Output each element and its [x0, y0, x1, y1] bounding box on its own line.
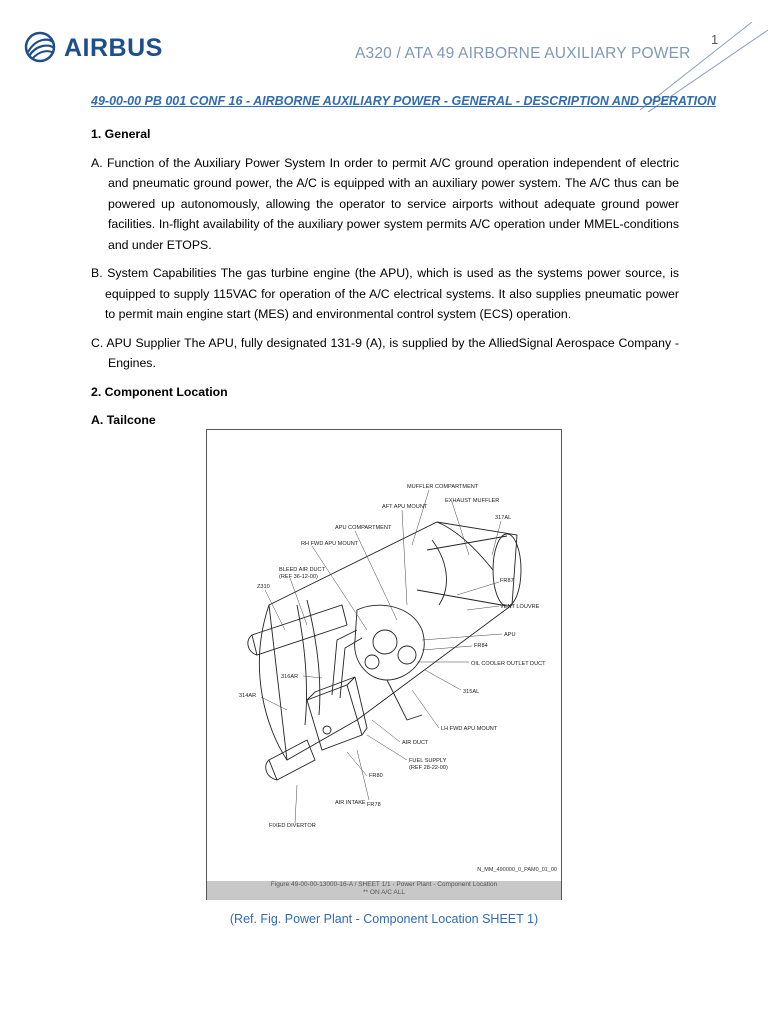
label-fr84: FR84 [474, 643, 488, 649]
label-air-duct: AIR DUCT [402, 740, 429, 746]
document-body [91, 118, 679, 439]
document-heading[interactable]: 49-00-00 PB 001 CONF 16 - AIRBORNE AUXILIARY POWER - GENERAL - DESCRIPTION AND OPERATION [91, 94, 716, 108]
label-bleed-air-ref: (REF 36-12-00) [279, 574, 318, 580]
label-oil-cooler-outlet-duct: OIL COOLER OUTLET DUCT [471, 661, 546, 667]
label-air-intake: AIR INTAKE [335, 800, 366, 806]
header-title: A320 / ATA 49 AIRBORNE AUXILIARY POWER [355, 45, 691, 62]
paragraph-c-supplier: C. APU Supplier The APU, fully designated 131-9 (A), is supplied by the AlliedSignal Aerospace Company - Engines. [91, 335, 679, 370]
paragraph-b-capabilities: B. System Capabilities The gas turbine engine (the APU), which is used as the systems power source, is equipped to supply 115VAC for operation of the A/C electrical systems. It also supplies pneumatic power to permit main engine start (MES) and environmental control system (ECS) operation. [91, 266, 679, 321]
label-316ar: 316AR [281, 674, 299, 680]
label-315al: 315AL [463, 689, 480, 695]
label-z310: Z310 [257, 584, 270, 590]
label-bleed-air-duct: BLEED AIR DUCT [279, 567, 326, 573]
label-fr87: FR87 [500, 578, 514, 584]
label-rh-fwd-apu-mount: RH FWD APU MOUNT [301, 541, 359, 547]
label-fr78: FR78 [367, 802, 381, 808]
label-314ar: 314AR [239, 693, 257, 699]
apu-tailcone-drawing [207, 430, 561, 870]
label-fixed-divertor: FIXED DIVERTOR [269, 823, 316, 829]
label-lh-fwd-apu-mount: LH FWD APU MOUNT [441, 726, 498, 732]
label-apu-compartment: APU COMPARTMENT [335, 525, 392, 531]
airbus-logo-text: AIRBUS [64, 34, 163, 62]
figure-reference[interactable]: (Ref. Fig. Power Plant - Component Location SHEET 1) [229, 912, 539, 926]
label-fr80: FR80 [369, 773, 383, 779]
section-general-heading: 1. General [91, 127, 151, 141]
label-317al: 317AL [495, 515, 512, 521]
label-apu: APU [504, 632, 516, 638]
power-plant-figure [206, 429, 562, 900]
label-fuel-supply: FUEL SUPPLY [409, 758, 447, 764]
label-aft-apu-mount: AFT APU MOUNT [382, 504, 428, 510]
figure-caption-line-2: ** ON A/C ALL [363, 889, 405, 896]
label-fuel-supply-ref: (REF 28-22-00) [409, 765, 448, 771]
paragraph-a-function: A. Function of the Auxiliary Power System In order to permit A/C ground operation independent of electric and pneumatic ground power, the A/C is equipped with an auxiliary power system. The A/C thus can be powered up autonomously, allowing the operator to service airports without adequate ground power facilities. In-flight availability of the auxiliary power system permits A/C operation under MMEL-conditions and under ETOPS. [91, 155, 679, 252]
label-exhaust-muffler: EXHAUST MUFFLER [445, 498, 500, 504]
figure-caption-line-1: Figure 49-00-00-13000-16-A / SHEET 1/1 - Power Plant - Component Location [270, 881, 498, 888]
label-muffler-compartment: MUFFLER COMPARTMENT [407, 484, 479, 490]
figure-caption [207, 881, 561, 900]
page-number: 1 [711, 32, 719, 47]
section-component-location-heading: 2. Component Location [91, 384, 228, 399]
figure-id: N_MM_490000_0_PAM0_01_00 [477, 867, 557, 873]
subsection-tailcone-heading: A. Tailcone [91, 413, 156, 427]
label-vent-louvre: VENT LOUVRE [500, 604, 540, 610]
